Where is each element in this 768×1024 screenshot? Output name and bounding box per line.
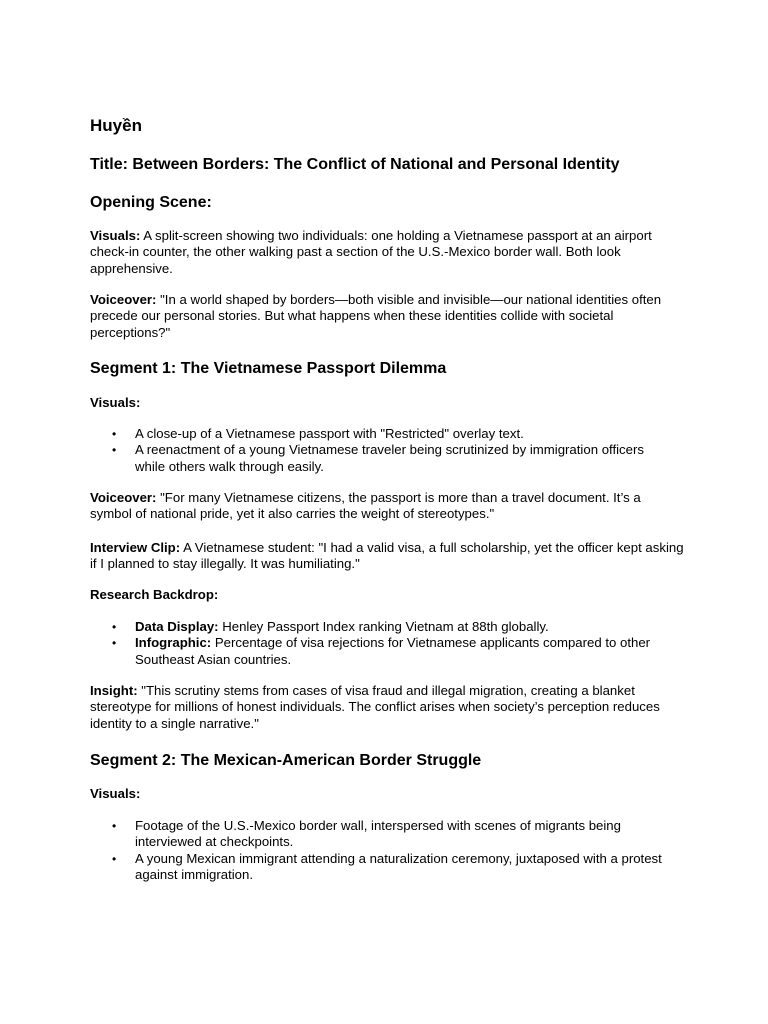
segment1-insight-text: "This scrutiny stems from cases of visa fraud and illegal migration, creating a blanket stereotype for millions of honest individuals. The conflict arises when society’s perception reduces identity to a single narrative." bbox=[90, 683, 660, 731]
segment1-interview-label: Interview Clip: bbox=[90, 540, 181, 555]
list-item-label: Data Display: bbox=[135, 619, 219, 634]
list-item-label: Infographic: bbox=[135, 635, 212, 651]
bullet-icon: • bbox=[112, 636, 117, 651]
opening-visuals-text: A split-screen showing two individuals: one holding a Vietnamese passport at an airport check-in counter, the other walking past a section of the U.S.-Mexico border wall. Both look apprehensive. bbox=[90, 228, 652, 276]
segment1-visuals-label: Visuals: bbox=[90, 395, 141, 410]
document-title: Title: Between Borders: The Conflict of National and Personal Identity bbox=[90, 156, 620, 173]
bullet-icon: • bbox=[112, 620, 117, 634]
segment1-visuals-list bbox=[90, 426, 690, 475]
segment1-research-label: Research Backdrop: bbox=[90, 587, 219, 602]
list-item bbox=[90, 635, 675, 668]
list-item-text: Percentage of visa rejections for Vietnamese applicants compared to other Southeast Asian countries. bbox=[135, 635, 651, 667]
list-item-text: A reenactment of a young Vietnamese traveler being scrutinized by immigration officers while others walk through easily. bbox=[135, 442, 644, 474]
segment1-voiceover-text: "For many Vietnamese citizens, the passport is more than a travel document. It’s a symbol of national pride, yet it also carries the weight of stereotypes." bbox=[90, 490, 641, 522]
opening-voiceover-text: "In a world shaped by borders—both visible and invisible—our national identities often precede our personal stories. But what happens when these identities collide with societal perceptions?" bbox=[90, 292, 662, 340]
bullet-icon: • bbox=[112, 819, 117, 833]
opening-voiceover-paragraph bbox=[90, 292, 686, 341]
list-item-text: A young Mexican immigrant attending a naturalization ceremony, juxtaposed with a protest against immigration. bbox=[135, 850, 662, 882]
bullet-icon: • bbox=[112, 443, 117, 458]
segment2-visuals-list bbox=[90, 818, 690, 883]
segment1-heading: Segment 1: The Vietnamese Passport Dilemma bbox=[90, 360, 447, 377]
bullet-icon: • bbox=[112, 851, 117, 866]
segment1-interview-text: A Vietnamese student: "I had a valid visa, a full scholarship, yet the officer kept asking if I planned to stay illegally. It was humiliating." bbox=[90, 540, 684, 572]
opening-scene-heading: Opening Scene: bbox=[90, 194, 212, 211]
opening-visuals-paragraph bbox=[90, 228, 686, 277]
list-item bbox=[90, 851, 675, 884]
list-item bbox=[90, 442, 675, 475]
list-item bbox=[90, 818, 675, 851]
list-item-text: A close-up of a Vietnamese passport with "Restricted" overlay text. bbox=[135, 426, 524, 441]
segment1-voiceover-label: Voiceover: bbox=[90, 490, 157, 505]
segment2-visuals-label: Visuals: bbox=[90, 786, 141, 801]
bullet-icon: • bbox=[112, 427, 117, 441]
list-item-text: Footage of the U.S.-Mexico border wall, interspersed with scenes of migrants being interviewed at checkpoints. bbox=[135, 818, 621, 850]
list-item-text: Henley Passport Index ranking Vietnam at 88th globally. bbox=[218, 619, 549, 634]
segment1-insight-paragraph bbox=[90, 683, 686, 732]
segment1-interview-paragraph bbox=[90, 540, 686, 573]
list-item bbox=[90, 619, 675, 635]
segment2-heading: Segment 2: The Mexican-American Border Struggle bbox=[90, 752, 482, 769]
opening-voiceover-label: Voiceover: bbox=[90, 292, 157, 307]
segment1-insight-label: Insight: bbox=[90, 683, 138, 698]
opening-visuals-label: Visuals: bbox=[90, 228, 141, 243]
segment1-research-list bbox=[90, 619, 690, 668]
author-name: Huyền bbox=[90, 116, 142, 135]
segment1-voiceover-paragraph bbox=[90, 490, 686, 523]
list-item bbox=[90, 426, 675, 442]
